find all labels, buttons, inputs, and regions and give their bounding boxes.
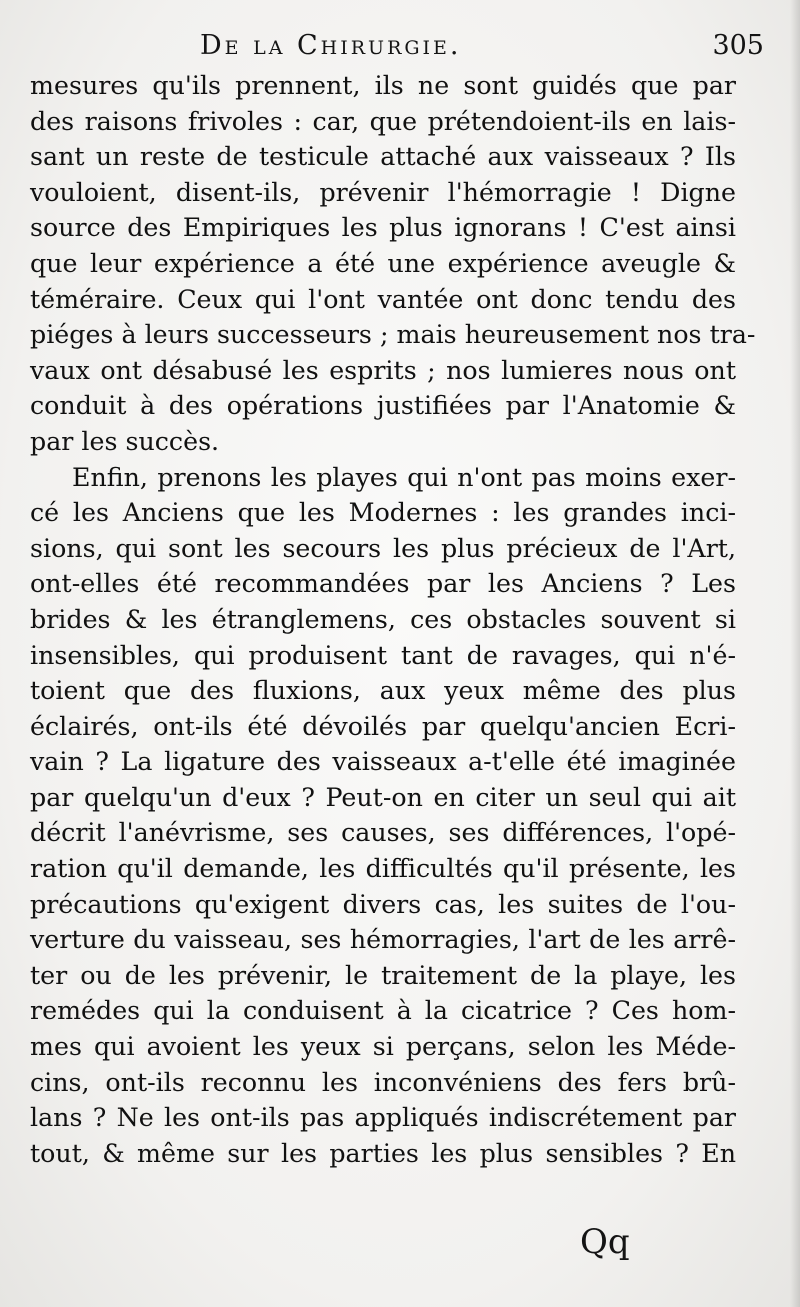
page-edge-shadow [790, 0, 800, 1307]
text-line: précautions qu'exigent divers cas, les suites de l'ou- [30, 889, 736, 919]
text-line: cé les Anciens que les Modernes : les grandes inci- [30, 498, 736, 528]
text-line: piéges à leurs successeurs ; mais heureusement nos tra- [30, 320, 756, 350]
text-line: vouloient, disent-ils, prévenir l'hémorragie ! Digne [30, 177, 736, 207]
text-line: tout, & même sur les parties les plus sensibles ? En [30, 1138, 736, 1168]
running-title: De la Chirurgie. [200, 30, 462, 61]
text-line: que leur expérience a été une expérience aveugle & [30, 248, 736, 278]
text-line: ter ou de les prévenir, le traitement de la playe, les [30, 960, 736, 990]
paragraph-2 [30, 460, 736, 1172]
text-line: ont-elles été recommandées par les Anciens ? Les [30, 569, 736, 599]
text-line: mes qui avoient les yeux si perçans, selon les Méde- [30, 1032, 736, 1062]
text-line: vaux ont désabusé les esprits ; nos lumieres nous ont [30, 355, 736, 385]
text-line: éclairés, ont-ils été dévoilés par quelqu'ancien Ecri- [30, 711, 736, 741]
text-line: des raisons frivoles : car, que prétendoient-ils en lais- [30, 106, 736, 136]
text-line: Enfin, prenons les playes qui n'ont pas moins exer- [72, 462, 736, 492]
text-line: insensibles, qui produisent tant de ravages, qui n'é- [30, 640, 736, 670]
text-line: cins, ont-ils reconnu les inconvéniens des fers brû- [30, 1067, 736, 1097]
text-line: décrit l'anévrisme, ses causes, ses différences, l'opé- [30, 818, 736, 848]
text-line: conduit à des opérations justifiées par l'Anatomie & [30, 391, 736, 421]
text-line: téméraire. Ceux qui l'ont vantée ont donc tendu des [30, 284, 736, 314]
body-text [30, 68, 756, 1171]
text-line: par quelqu'un d'eux ? Peut-on en citer un seul qui ait [30, 782, 736, 812]
paragraph-1 [30, 68, 756, 460]
text-line: verture du vaisseau, ses hémorragies, l'art de les arrê- [30, 925, 736, 955]
page-number: 305 [712, 30, 764, 61]
text-line: toient que des fluxions, aux yeux même des plus [30, 676, 736, 706]
text-line: ration qu'il demande, les difficultés qu'il présente, les [30, 854, 736, 884]
text-line: mesures qu'ils prennent, ils ne sont guidés que par [30, 71, 736, 100]
text-line: sant un reste de testicule attaché aux vaisseaux ? Ils [30, 142, 736, 172]
text-line: vain ? La ligature des vaisseaux a-t'elle été imaginée [30, 747, 736, 777]
text-line: brides & les étranglemens, ces obstacles souvent si [30, 604, 736, 634]
page-header [28, 30, 772, 66]
text-line: sions, qui sont les secours les plus précieux de l'Art, [30, 533, 736, 563]
signature-mark: Qq [580, 1222, 630, 1262]
text-line: lans ? Ne les ont-ils pas appliqués indiscrétement par [30, 1103, 736, 1133]
text-line: par les succès. [30, 426, 220, 456]
text-line: remédes qui la conduisent à la cicatrice ? Ces hom- [30, 996, 736, 1026]
text-line: source des Empiriques les plus ignorans ! C'est ainsi [30, 213, 736, 243]
